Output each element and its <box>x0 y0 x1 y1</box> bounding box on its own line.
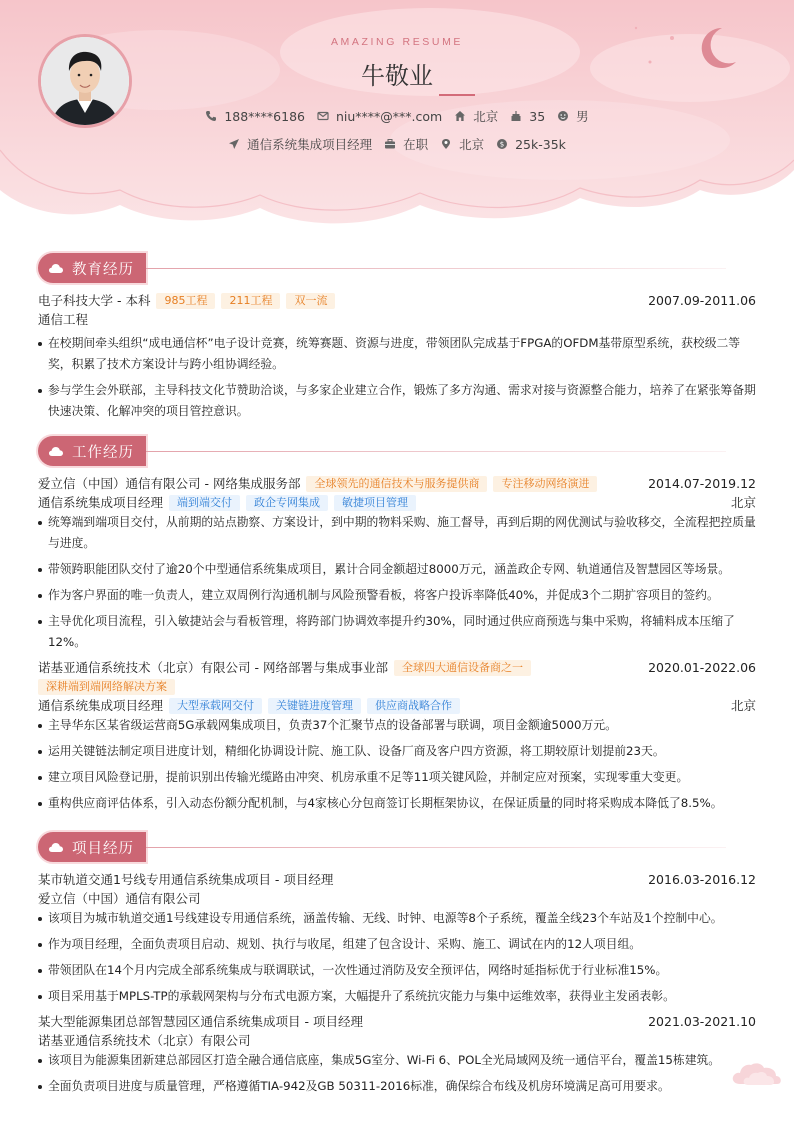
cake-icon <box>510 110 522 122</box>
job-location: 北京 <box>730 698 756 713</box>
role-tag: 大型承载网交付 <box>169 698 262 714</box>
money-icon <box>496 138 508 150</box>
role-tag: 政企专网集成 <box>246 495 328 511</box>
job-date: 2020.01-2022.06 <box>648 660 756 675</box>
job-location: 北京 <box>730 495 756 510</box>
project-header-row <box>38 870 756 889</box>
job-role-row <box>38 696 756 715</box>
job-date: 2014.07-2019.12 <box>648 476 756 491</box>
target-city-item: 北京 <box>440 135 484 153</box>
city-item: 北京 <box>454 107 498 125</box>
salary-item: $ 25k-35k <box>496 137 566 152</box>
job-header-row <box>38 658 756 677</box>
project-bullets <box>38 1050 756 1097</box>
list-item: 运用关键链法制定项目进度计划，精细化协调设计院、施工队、设备厂商及客户四方资源，将工期较原计划提前23天。 <box>38 741 756 762</box>
project-entry <box>38 1012 756 1097</box>
candidate-name: 牛敬业 <box>361 62 433 90</box>
cloud-icon <box>48 445 64 457</box>
tagline: AMAZING RESUME <box>330 36 464 48</box>
school-tag: 985工程 <box>156 293 215 309</box>
list-item: 该项目为城市轨道交通1号线建设专用通信系统，涵盖传输、无线、时钟、电源等8个子系统，覆盖全线23个车站及1个控制中心。 <box>38 908 756 929</box>
section-title-pill: 项目经历 <box>38 832 146 862</box>
email-item: niu****@***.com <box>317 109 442 124</box>
company-name: 诺基亚通信系统技术（北京）有限公司 - 网络部署与集成事业部 <box>38 660 388 675</box>
job-entry <box>38 658 756 814</box>
cloud-icon <box>48 841 64 853</box>
projects-section <box>38 832 756 1102</box>
list-item: 全面负责项目进度与质量管理，严格遵循TIA-942及GB 50311-2016标准，确保综合布线及机房环境满足高可用要求。 <box>38 1076 756 1097</box>
contact-info-row <box>0 107 794 125</box>
list-item: 项目采用基于MPLS-TP的承载网架构与分布式电源方案，大幅提升了系统抗灾能力与集中运维效率，获得业主发函表彰。 <box>38 986 756 1007</box>
project-entry <box>38 870 756 1007</box>
name-underline <box>439 94 475 96</box>
decorative-cloud-icon <box>730 1058 784 1086</box>
company-tag: 专注移动网络演进 <box>493 476 597 492</box>
company-name: 爱立信（中国）通信有限公司 - 网络集成服务部 <box>38 476 301 491</box>
list-item: 该项目为能源集团新建总部园区打造全融合通信底座，集成5G室分、Wi-Fi 6、POL全光局域网及统一通信平台，覆盖15栋建筑。 <box>38 1050 756 1071</box>
education-section <box>38 253 756 427</box>
work-section <box>38 436 756 819</box>
school-tag: 双一流 <box>286 293 335 309</box>
list-item: 参与学生会外联部，主导科技文化节赞助洽谈，与多家企业建立合作，锻炼了多方沟通、需求对接与资源整合能力，培养了在紧张筹备期快速决策、化解冲突的项目管控意识。 <box>38 380 756 422</box>
school-tag: 211工程 <box>221 293 280 309</box>
school-name: 电子科技大学 - 本科 <box>38 293 151 308</box>
cloud-icon <box>48 262 64 274</box>
section-divider <box>146 847 726 848</box>
mail-icon <box>317 110 329 122</box>
role-tag: 端到端交付 <box>169 495 240 511</box>
job-entry <box>38 474 756 653</box>
project-name: 某市轨道交通1号线专用通信系统集成项目 - 项目经理 <box>38 872 334 887</box>
briefcase-icon <box>384 138 396 150</box>
list-item: 作为客户界面的唯一负责人，建立双周例行沟通机制与风险预警看板，将客户投诉率降低40%，并促成3个二期扩容项目的签约。 <box>38 585 756 606</box>
list-item: 主导华东区某省级运营商5G承载网集成项目，负责37个汇聚节点的设备部署与联调，项目金额逾5000万元。 <box>38 715 756 736</box>
svg-text:$: $ <box>499 140 505 149</box>
job-role: 通信系统集成项目经理 <box>38 698 164 713</box>
section-header <box>38 436 756 466</box>
company-tag: 深耕端到端网络解决方案 <box>38 679 175 695</box>
education-date: 2007.09-2011.06 <box>648 293 756 308</box>
role-tag: 供应商战略合作 <box>367 698 460 714</box>
list-item: 在校期间牵头组织“成电通信杯”电子设计竞赛，统筹赛题、资源与进度，带领团队完成基于FPGA的OFDM基带原型系统，获校级二等奖，积累了技术方案设计与跨小组协调经验。 <box>38 333 756 375</box>
status-item: 在职 <box>384 135 428 153</box>
project-date: 2016.03-2016.12 <box>648 872 756 887</box>
list-item: 作为项目经理，全面负责项目启动、规划、执行与收尾，组建了包含设计、采购、施工、调试在内的12人项目组。 <box>38 934 756 955</box>
home-icon <box>454 110 466 122</box>
phone-icon <box>205 110 217 122</box>
project-header-row <box>38 1012 756 1031</box>
major: 通信工程 <box>38 312 89 327</box>
face-icon <box>557 110 569 122</box>
project-bullets <box>38 908 756 1007</box>
section-divider <box>146 268 726 269</box>
role-tag: 敏捷项目管理 <box>334 495 416 511</box>
project-org: 诺基亚通信系统技术（北京）有限公司 <box>38 1033 251 1048</box>
job-intent-row <box>0 135 794 153</box>
target-position-item: 通信系统集成项目经理 <box>228 135 372 153</box>
job-bullets <box>38 715 756 814</box>
job-bullets <box>38 512 756 653</box>
section-title-pill: 工作经历 <box>38 436 146 466</box>
section-header <box>38 253 756 283</box>
list-item: 重构供应商评估体系，引入动态份额分配机制，与4家核心分包商签订长期框架协议，在保证质量的同时将采购成本降低了8.5%。 <box>38 793 756 814</box>
education-bullets <box>38 333 756 422</box>
list-item: 带领跨职能团队交付了逾20个中型通信系统集成项目，累计合同金额超过8000万元，涵盖政企专网、轨道通信及智慧园区等场景。 <box>38 559 756 580</box>
role-tag: 关键链进度管理 <box>268 698 361 714</box>
location-icon <box>440 138 452 150</box>
send-icon <box>228 138 240 150</box>
project-org: 爱立信（中国）通信有限公司 <box>38 891 201 906</box>
list-item: 带领团队在14个月内完成全部系统集成与联调联试，一次性通过消防及安全预评估，网络时延指标优于行业标准15%。 <box>38 960 756 981</box>
job-header-row <box>38 474 756 493</box>
project-date: 2021.03-2021.10 <box>648 1014 756 1029</box>
project-name: 某大型能源集团总部智慧园区通信系统集成项目 - 项目经理 <box>38 1014 363 1029</box>
section-divider <box>146 451 726 452</box>
age-item: 35 <box>510 109 545 124</box>
section-title-pill: 教育经历 <box>38 253 146 283</box>
section-header <box>38 832 756 862</box>
education-header-row <box>38 291 756 310</box>
list-item: 主导优化项目流程，引入敏捷站会与看板管理，将跨部门协调效率提升约30%，同时通过供应商预选与集中采购，将辅料成本压缩了12%。 <box>38 611 756 653</box>
list-item: 建立项目风险登记册，提前识别出传输光缆路由冲突、机房承重不足等11项关键风险，并制定应对预案，实现零重大变更。 <box>38 767 756 788</box>
company-tag: 全球领先的通信技术与服务提供商 <box>306 476 487 492</box>
list-item: 统筹端到端项目交付，从前期的站点勘察、方案设计，到中期的物料采购、施工督导，再到后期的网优测试与验收移交，全流程把控质量与进度。 <box>38 512 756 554</box>
job-role-row <box>38 493 756 512</box>
company-tag: 全球四大通信设备商之一 <box>394 660 531 676</box>
header <box>0 0 794 235</box>
job-tag-row <box>38 677 756 696</box>
phone-item: 188****6186 <box>205 109 305 124</box>
gender-item: 男 <box>557 107 589 125</box>
job-role: 通信系统集成项目经理 <box>38 495 164 510</box>
